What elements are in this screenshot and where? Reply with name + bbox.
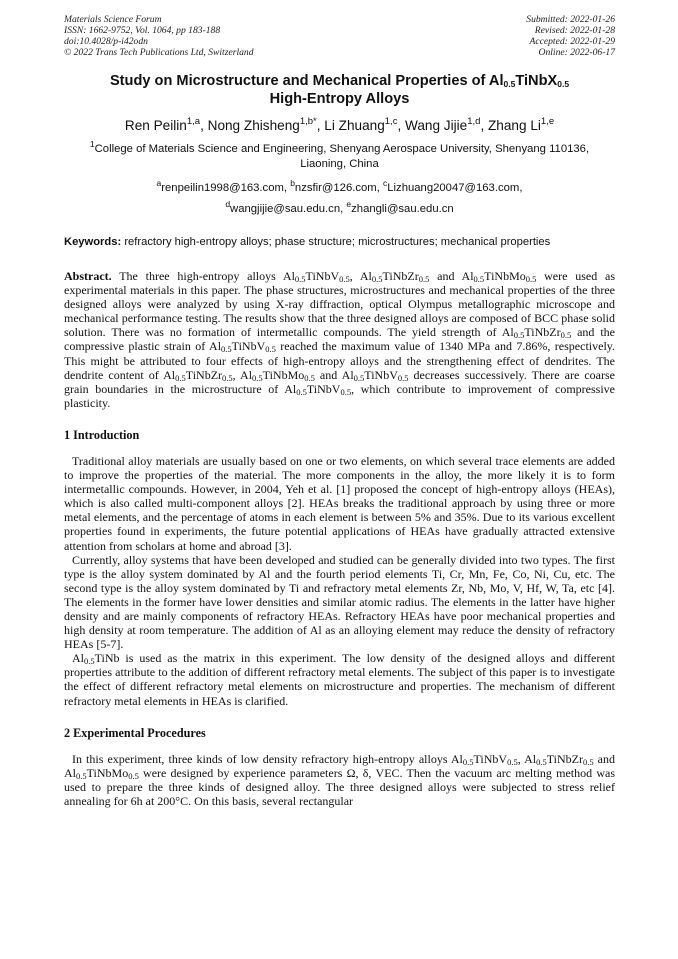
email-link[interactable]: zhangli@sau.edu.cn [351, 203, 454, 215]
date-accepted: Accepted: 2022-01-29 [529, 36, 615, 47]
section-heading: 1 Introduction [64, 427, 140, 442]
paragraph: Traditional alloy materials are usually based on one or two elements, on which several trace elements are added to improve the properties of the material. The more components in the alloy, the more likely it is to form intermetallic compounds. However, in 2004, Yeh et al. [1] proposed the concept of high-entropy alloys (HEAs), which is also called multi-component alloys [2]. HEAs breaks the traditional approach by using three or more metal elements, and the percentage of atoms in each element is between 5% and 35%. Due to its various excellent properties found in experiments, the future potential applications of HEAs have gradually attracted extensive attention from scholars at home and abroad [3]. [64, 453, 615, 553]
keywords-label: Keywords: [64, 236, 122, 248]
author: Ren Peilin [124, 118, 187, 133]
email-link[interactable]: nzsfir@126.com, [294, 182, 380, 194]
date-submitted: Submitted: 2022-01-26 [526, 14, 615, 25]
paragraph: $Al_{0.5}TiNb$ is used as the matrix in this experiment. The low density of the designed alloys and different properties attribute to the addition of different refractory metal elements. The subject of this paper is to investigate the effect of different refractory metal elements on microstructure and properties. The mechanism of different refractory metal elements in HEAs is clarified. [64, 651, 615, 708]
paragraph: Currently, alloy systems that have been developed and studied can be generally divided into two types. The first type is the alloy system dominated by Al and the fourth period elements Ti, Cr, Mn, Fe, Co, Ni, Cu, etc. The second type is the alloy system dominated by Ti and refractory metal elements Zr, Nb, Mo, V, Hf, W, Ta, etc [4]. The elements in the former have lower densities and similar atomic radius. The elements in the latter have higher density and are mainly components of refractory HEAs. Refractory HEAs have poor mechanical properties and high density at room temperature. The addition of Al as an alloying element may reduce the density of refractory HEAs [5-7]. [64, 552, 615, 652]
journal-name: Materials Science Forum [64, 14, 162, 25]
journal-doi: doi:10.4028/p-i42odn [64, 36, 148, 47]
author-list: Ren Peilin$^{1,a}$, Nong Zhisheng$^{1,b*}$, Li Zhuang$^{1,c}$, Wang Jijie$^{1,d}$, Zhang Li$^{1,e}$ [124, 116, 555, 133]
paragraph: In this experiment, three kinds of low density refractory high-entropy alloys $Al_{0.5}TiNbV_{0.5}$, $Al_{0.5}TiNbZr_{0.5}$ and $Al_{0.5}TiNbMo_{0.5}$ were designed by experience parameters Ω, δ, VEC. Then the vacuum arc melting method was used to prepare the three kinds of designed alloy. The three designed alloys were subjected to stress relief annealing for 6h at 200°C. On this basis, several rectangular [64, 751, 615, 808]
keywords-text: refractory high-entropy alloys; phase structure; microstructures; mechanical properties [124, 236, 551, 248]
section-heading: 2 Experimental Procedures [64, 725, 206, 740]
exp-body [64, 752, 615, 808]
author: Li Zhuang [324, 118, 385, 133]
journal-info [64, 14, 254, 58]
email-link[interactable]: renpeilin1998@163.com, [161, 182, 288, 194]
journal-copyright: © 2022 Trans Tech Publications Ltd, Switzerland [64, 47, 254, 58]
author: Wang Jijie [405, 118, 468, 133]
publication-dates [526, 14, 615, 58]
intro-body [64, 454, 615, 708]
journal-issn: ISSN: 1662-9752, Vol. 1064, pp 183-188 [64, 25, 221, 36]
affiliation: $^1$College of Materials Science and Engineering, Shenyang Aerospace University, Shenyang 110136, Liaoning, China [89, 139, 590, 170]
date-online: Online: 2022-06-17 [538, 47, 615, 58]
email-list: $^a$renpeilin1998@163.com, $^b$nzsfir@126.com, $^c$Lizhuang20047@163.com, [156, 178, 523, 194]
keywords [64, 235, 615, 250]
author: Nong Zhisheng [207, 118, 300, 133]
email-link[interactable]: wangjijie@sau.edu.cn, [230, 203, 344, 215]
paper-title: Study on Microstructure and Mechanical Properties of $Al_{0.5}TiNbX_{0.5}$ High-Entropy Alloys [109, 73, 570, 107]
journal-header [64, 14, 615, 58]
abstract-label: Abstract. [64, 269, 112, 283]
author: Zhang Li [488, 118, 541, 133]
abstract: Abstract. The three high-entropy alloys $Al_{0.5}TiNbV_{0.5}$, $Al_{0.5}TiNbZr_{0.5}$ and $Al_{0.5}TiNbMo_{0.5}$ were used as experimental materials in this paper. The phase structures, microstructures and mechanical properties of the three designed alloys were analyzed by using X-ray diffraction, optical Olympus metallographic microscope and mechanical performance testing. The results show that the three designed alloys are composed of BCC phase solid solution. There was no formation of intermetallic compounds. The yield strength of $Al_{0.5}TiNbZr_{0.5}$ and the compressive plastic strain of $Al_{0.5}TiNbV_{0.5}$ reached the maximum value of 1340 MPa and 7.86%, respectively. This might be attributed to four effects of high-entropy alloys and the strengthening effect of dendrites. The dendrite content of $Al_{0.5}TiNbZr_{0.5}$, $Al_{0.5}TiNbMo_{0.5}$ and $Al_{0.5}TiNbV_{0.5}$ decreases successively. There are coarse grain boundaries in the microstructure of $Al_{0.5}TiNbV_{0.5}$, which contribute to improvement of compressive plasticity. [64, 269, 615, 410]
email-link[interactable]: Lizhuang20047@163.com, [387, 182, 523, 194]
email-list-2: $^d$wangjijie@sau.edu.cn, $^e$zhangli@sau.edu.cn [225, 199, 454, 215]
date-revised: Revised: 2022-01-28 [534, 25, 615, 36]
